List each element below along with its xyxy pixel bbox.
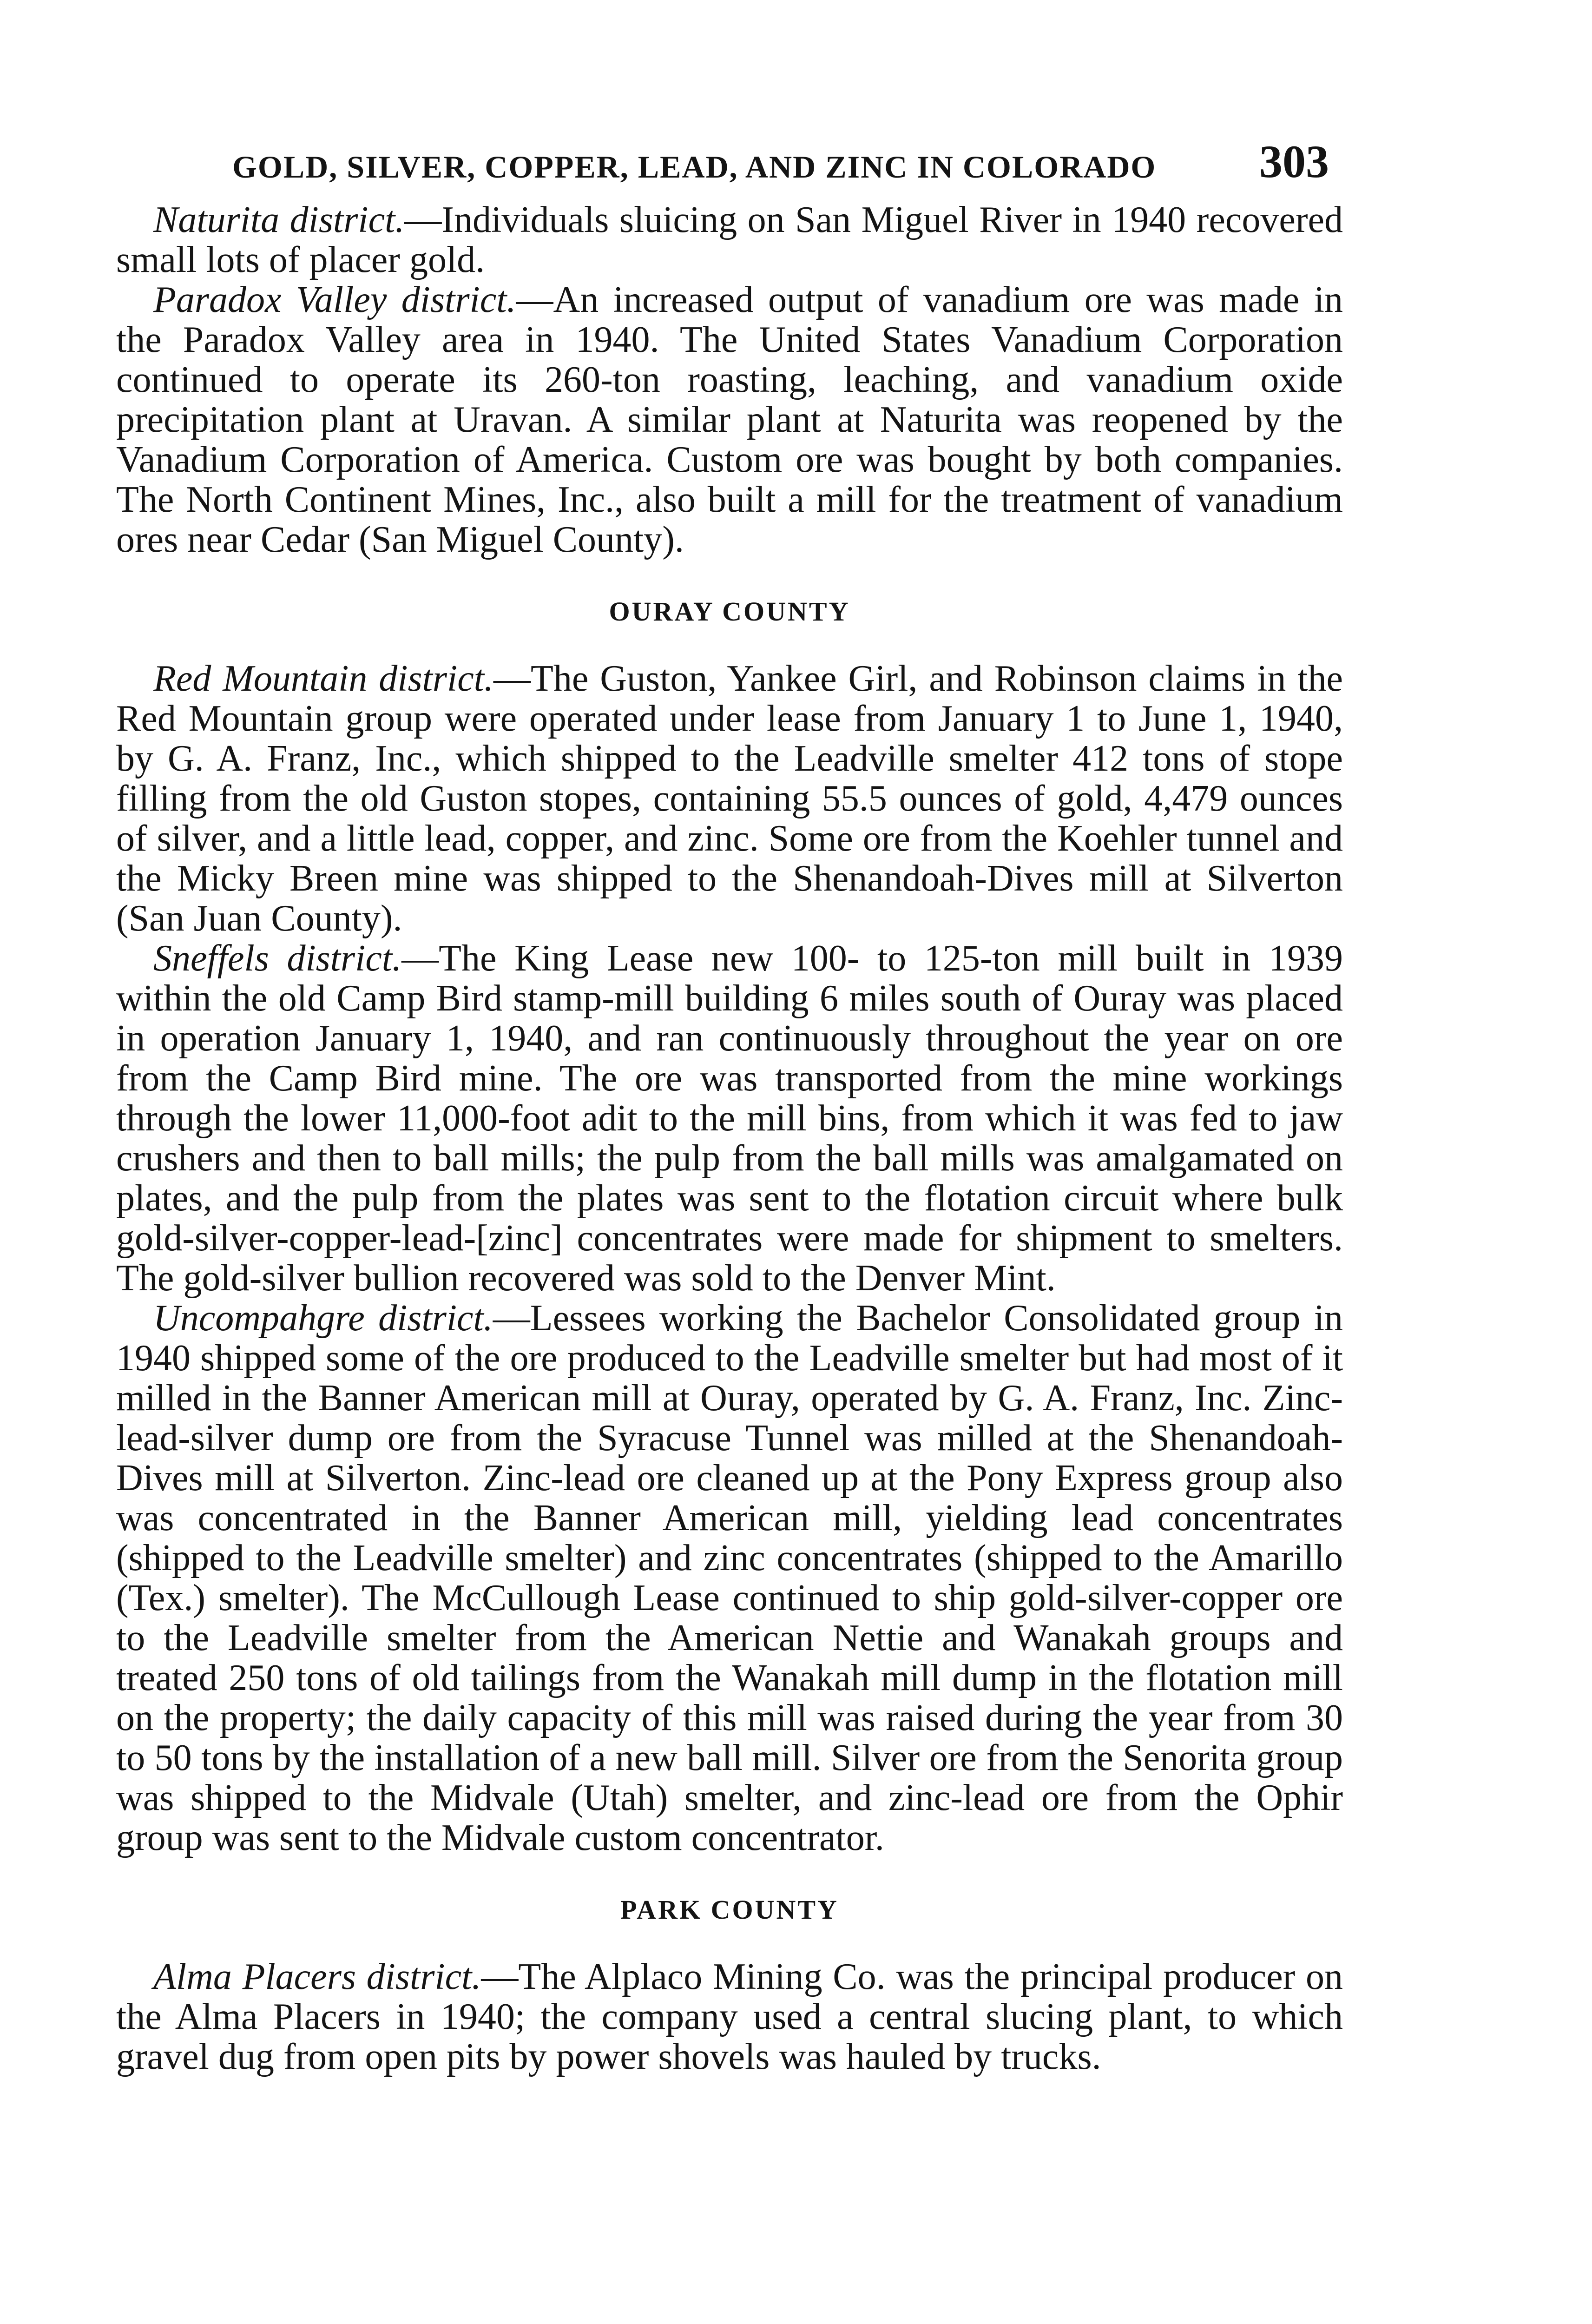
paragraph-text: —The Guston, Yankee Girl, and Robinson claims in the Red Mountain group were operated under lease from January 1 to June 1, 1940, by G. A. Franz, Inc., which shipped to the Leadville smelter 412 tons of stope filling from the old Guston stopes, containing 55.5 ounces of gold, 4,479 ounces of silver, and a little lead, copper, and zinc. Some ore from the Koehler tunnel and the Micky Breen mine was shipped to the Shenandoah-Dives mill at Silverton (San Juan County). [116, 658, 1343, 939]
paragraph-alma-placers-district [116, 1957, 1343, 2077]
running-head-title: GOLD, SILVER, COPPER, LEAD, AND ZINC IN COLORADO [232, 149, 1157, 185]
running-head [116, 135, 1343, 200]
paragraph-uncompahgre-district [116, 1298, 1343, 1858]
paragraph-red-mountain-district [116, 659, 1343, 938]
paragraph-text: —Lessees working the Bachelor Consolidated group in 1940 shipped some of the ore produced to the Leadville smelter but had most of it milled in the Banner American mill at Ouray, operated by G. A. Franz, Inc. Zinc-lead-silver dump ore from the Syracuse Tunnel was milled at the Shenandoah-Dives mill at Silverton. Zinc-lead ore cleaned up at the Pony Express group also was concentrated in the Banner American mill, yielding lead concentrates (shipped to the Leadville smelter) and zinc concentrates (shipped to the Amarillo (Tex.) smelter). The McCullough Lease continued to ship gold-silver-copper ore to the Leadville smelter from the American Nettie and Wanakah groups and treated 250 tons of old tailings from the Wanakah mill dump in the flotation mill on the property; the daily capacity of this mill was raised during the year from 30 to 50 tons by the installation of a new ball mill. Silver ore from the Senorita group was shipped to the Midvale (Utah) smelter, and zinc-lead ore from the Ophir group was sent to the Midvale custom concentrator. [116, 1298, 1343, 1858]
section-heading-ouray-county: OURAY COUNTY [609, 596, 850, 627]
page-number: 303 [1259, 136, 1329, 187]
district-name: Alma Placers district. [153, 1956, 481, 1997]
district-name: Paradox Valley district. [153, 279, 516, 320]
paragraph-sneffels-district [116, 938, 1343, 1298]
district-name: Sneffels district. [153, 938, 402, 979]
paragraph-text: —The King Lease new 100- to 125-ton mill built in 1939 within the old Camp Bird stamp-mill building 6 miles south of Ouray was placed in operation January 1, 1940, and ran continuously throughout the year on ore from the Camp Bird mine. The ore was transported from the mine workings through the lower 11,000-foot adit to the mill bins, from which it was fed to jaw crushers and then to ball mills; the pulp from the ball mills was amalgamated on plates, and the pulp from the plates was sent to the flotation circuit where bulk gold-silver-copper-lead-[zinc] concentrates were made for shipment to smelters. The gold-silver bullion recovered was sold to the Denver Mint. [116, 938, 1343, 1299]
paragraph-text: —Individuals sluicing on San Miguel River in 1940 recovered small lots of placer gold. [116, 199, 1343, 280]
district-name: Red Mountain district. [153, 658, 493, 699]
district-name: Uncompahgre district. [153, 1298, 493, 1339]
paragraph-naturita-district [116, 200, 1343, 280]
document-page [116, 135, 1343, 2077]
paragraph-paradox-valley-district [116, 280, 1343, 560]
section-heading-park-county: PARK COUNTY [620, 1895, 839, 1925]
paragraph-text: —An increased output of vanadium ore was made in the Paradox Valley area in 1940. The United States Vanadium Corporation continued to operate its 260-ton roasting, leaching, and vanadium oxide precipitation plant at Uravan. A similar plant at Naturita was reopened by the Vanadium Corporation of America. Custom ore was bought by both companies. The North Continent Mines, Inc., also built a mill for the treatment of vanadium ores near Cedar (San Miguel County). [116, 279, 1343, 560]
district-name: Naturita district. [153, 199, 405, 240]
paragraph-text: —The Alplaco Mining Co. was the principal producer on the Alma Placers in 1940; the company used a central slucing plant, to which gravel dug from open pits by power shovels was hauled by trucks. [116, 1956, 1343, 2077]
